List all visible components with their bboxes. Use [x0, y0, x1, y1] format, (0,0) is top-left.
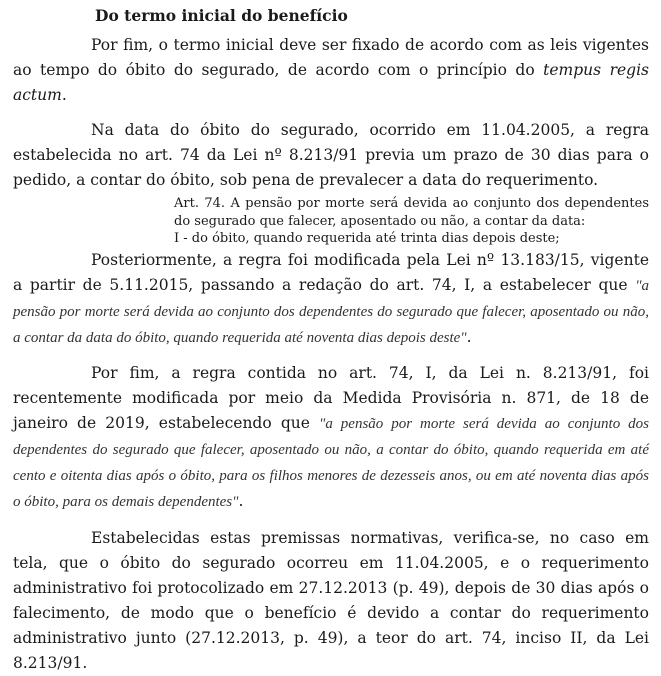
paragraph-text: Estabelecidas estas premissas normativas, verifica-se, no caso em tela, que o óbito do segurado ocorreu em 11.04.2005, e o requerimento administrativo foi protocolizado em 27.12.2013 (p. 49), depois de 30 dias após o falecimento, de modo que o benefício é devido a contar do requerimento administrativo junto (27.12.2013, p. 49), a teor do art. 74, inciso II, da Lei 8.213/91.: [13, 528, 649, 672]
paragraph-text: Na data do óbito do segurado, ocorrido em 11.04.2005, a regra estabelecida no art. 74 da Lei nº 8.213/91 previa um prazo de 30 dias para o pedido, a contar do óbito, sob pena de prevalecer a data do requerimento.: [13, 121, 649, 189]
legal-quote: [174, 195, 649, 248]
section-heading: Do termo inicial do benefício: [95, 6, 348, 25]
paragraph-conclusao: [13, 526, 649, 676]
paragraph-text: Por fim, a regra contida no art. 74, I, da Lei n. 8.213/91, foi recentemente modificada por meio da Medida Provisória n. 871, de 18 de janeiro de 2019, estabelecendo que: [13, 363, 649, 432]
paragraph-data-obito: [13, 118, 649, 193]
inline-citation: "a pensão por morte será devida ao conjunto dos dependentes do segurado que falecer, aposentado ou não, a contar da data do óbito, quando requerida até noventa dias depois deste": [13, 277, 649, 346]
paragraph-end: .: [238, 491, 244, 510]
paragraph-lei-13183: [13, 248, 649, 351]
paragraph-termo-inicial: [13, 33, 649, 108]
paragraph-text: Por fim, o termo inicial deve ser fixado de acordo com as leis vigentes ao tempo do óbito do segurado, de acordo com o princípio do: [13, 36, 649, 79]
latin-expression: tempus regis actum: [13, 61, 650, 104]
quote-item-line: I - do óbito, quando requerida até trinta dias depois deste;: [174, 231, 560, 246]
quote-article-line: Art. 74. A pensão por morte será devida ao conjunto dos dependentes do segurado que falecer, aposentado ou não, a contar da data:: [174, 196, 649, 229]
paragraph-text: Posteriormente, a regra foi modificada pela Lei nº 13.183/15, vigente a partir de 5.11.2015, passando a redação do art. 74, I, a estabelecer que: [13, 250, 649, 294]
paragraph-end: .: [466, 327, 472, 346]
inline-citation: "a pensão por morte será devida ao conjunto dos dependentes do segurado que falecer, aposentado ou não, a contar do óbito, quando requerida em até cento e oitenta dias após o óbito, para os filhos menores de dezesseis anos, ou em até noventa dias após o óbito, para os demais dependentes": [13, 415, 649, 510]
paragraph-mp-871: [13, 361, 649, 515]
paragraph-end: .: [61, 86, 67, 104]
